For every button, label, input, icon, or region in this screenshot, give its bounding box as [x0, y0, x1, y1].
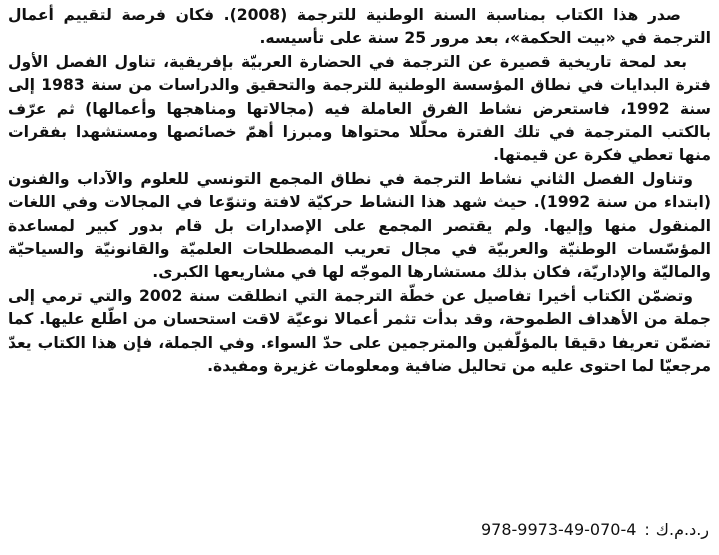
isbn-label: ر.د.م.ك — [655, 520, 709, 539]
isbn-value: 978-9973-49-070-4 — [480, 520, 637, 539]
paragraph-intro: صدر هذا الكتاب بمناسبة السنة الوطنية للترجمة (2008). فكان فرصة لتقييم أعمال الترجمة في «بيت الحكمة»، بعد مرور 25 سنة على تأسيسه. — [8, 6, 711, 48]
paragraph-chapter-two: وتناول الفصل الثاني نشاط الترجمة في نطاق المجمع التونسي للعلوم والآداب والفنون (ابتداء من سنة 1992). حيث شهد هذا النشاط حركيّة لافتة وتنوّعا في المجالات وفي اللغات المنقول منها وإليها. ولم يقتصر المجمع على الإصدارات بل قام بدور كبير لمساعدة المؤسّسات الوطنيّة والعربيّة في مجال تعريب المصطلحات العلميّة والقانونيّة والسياحيّة والماليّة والإداريّة، فكان بذلك مستشارها الموجّه لها في مشاريعها الكبرى. — [8, 169, 711, 282]
paragraph-conclusion: وتضمّن الكتاب أخيرا تفاصيل عن خطّة الترجمة التي انطلقت سنة 2002 والتي ترمي إلى جملة من الأهداف الطموحة، وقد بدأت تثمر أعمالا نوعيّة لاقت استحسان من اطّلع عليها. كما تضمّن تعريفا دقيقا بالمؤلّفين والمترجمين على حدّ السواء. وفي الجملة، فإن هذا الكتاب يعدّ مرجعيّا لما احتوى عليه من تحاليل ضافية ومعلومات غزيرة ومفيدة. — [8, 286, 711, 376]
isbn-separator: : — [644, 520, 650, 539]
paragraph-chapter-one: بعد لمحة تاريخية قصيرة عن الترجمة في الحضارة العربيّة بإفريقية، تناول الفصل الأول فترة البدايات في نطاق المؤسسة الوطنية للترجمة والتحقيق والدراسات من سنة 1983 إلى سنة 1992، فاستعرض نشاط الفرق العاملة فيه (مجالاتها ومناهجها وأعمالها) ثم عرّف بالكتب المترجمة في تلك الفترة محلّلا محتواها ومبرزا أهمّ خصائصها ومستشهدا بفقرات منها تعطي فكرة عن قيمتها. — [8, 52, 712, 165]
isbn-line — [481, 520, 709, 539]
